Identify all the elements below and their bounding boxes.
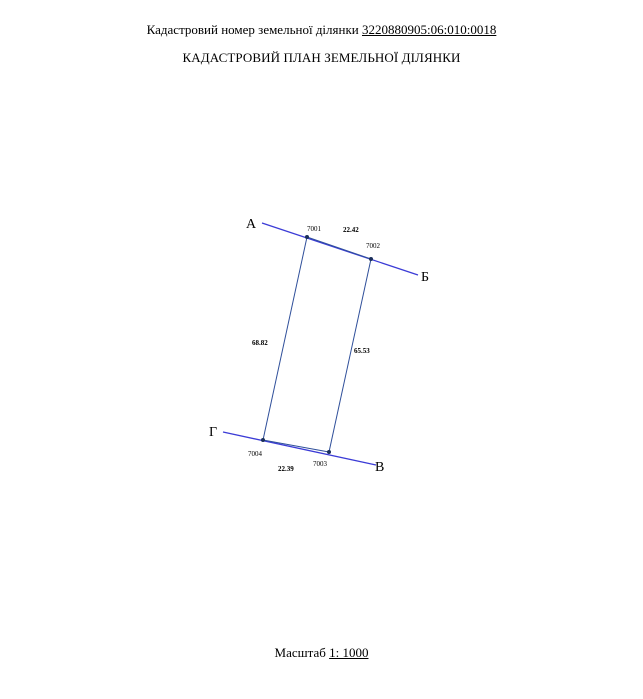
point-label-7002: 7002 <box>366 242 380 250</box>
side-length-left: 68.82 <box>252 339 268 347</box>
scale-line <box>0 645 643 661</box>
point-7002-marker <box>369 257 373 261</box>
point-7004-marker <box>261 438 265 442</box>
scale-value: 1: 1000 <box>329 645 369 660</box>
neighbor-label-g: Г <box>209 425 218 440</box>
cadastral-number: 3220880905:06:010:0018 <box>362 22 497 37</box>
point-label-7001: 7001 <box>307 225 321 233</box>
neighbor-label-a: А <box>246 217 257 232</box>
cadastral-label: Кадастровий номер земельної ділянки <box>146 22 359 37</box>
point-label-7003: 7003 <box>313 460 327 468</box>
boundary-right <box>329 259 371 452</box>
neighbor-line-a-b <box>262 223 418 275</box>
side-length-right: 65.53 <box>354 347 370 355</box>
neighbor-label-v: В <box>375 460 385 475</box>
boundary-bottom <box>263 440 329 452</box>
boundary-left <box>263 237 307 440</box>
scale-label: Масштаб <box>274 645 326 660</box>
neighbor-label-b: Б <box>421 270 430 285</box>
boundary-top <box>307 237 371 259</box>
point-7003-marker <box>327 450 331 454</box>
side-length-bottom: 22.39 <box>278 465 294 473</box>
point-label-7004: 7004 <box>248 450 262 458</box>
side-length-top: 22.42 <box>343 226 359 234</box>
point-7001-marker <box>305 235 309 239</box>
neighbor-line-g-v <box>223 432 376 465</box>
plan-title: КАДАСТРОВИЙ ПЛАН ЗЕМЕЛЬНОЇ ДІЛЯНКИ <box>182 50 461 65</box>
